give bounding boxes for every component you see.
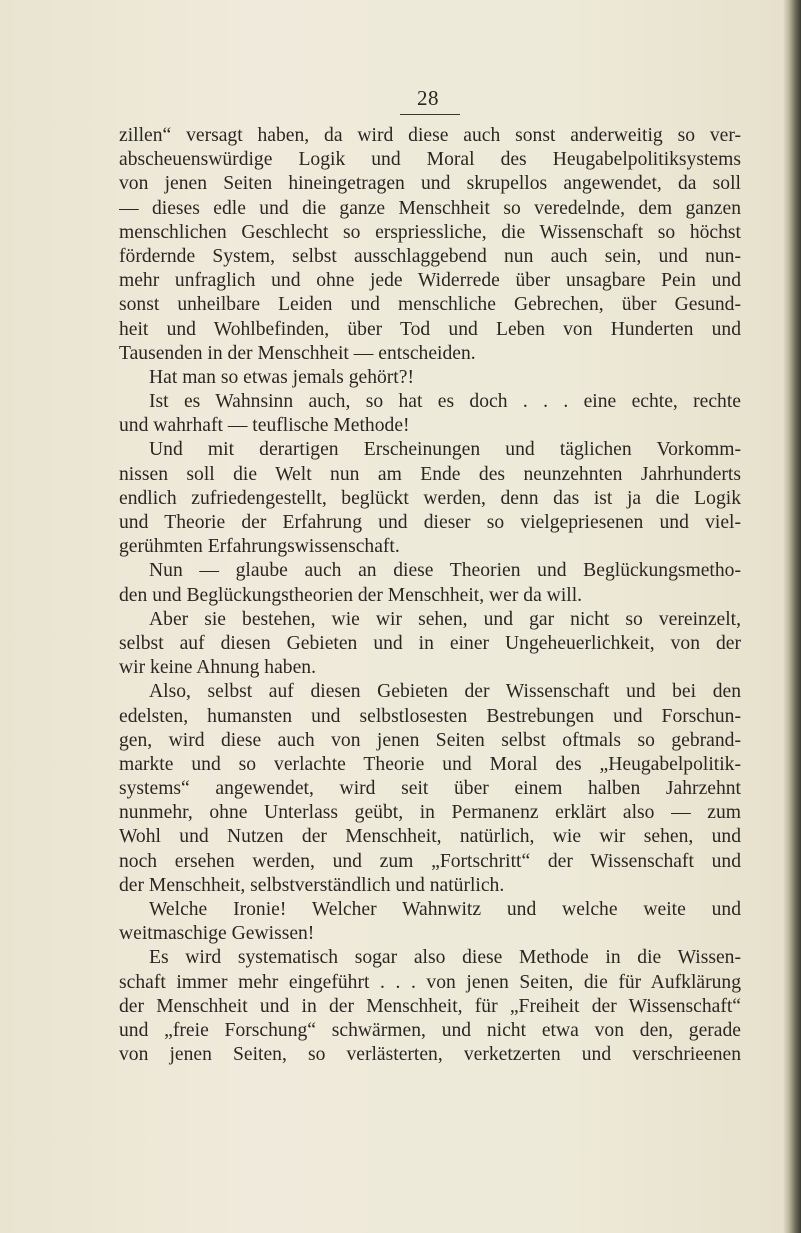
text-line: Ist es Wahnsinn auch, so hat es doch . . . eine echte, rechte xyxy=(149,391,741,413)
text-line: und Theorie der Erfahrung und dieser so vielgepriesenen und viel- xyxy=(119,512,741,533)
text-line: wir keine Ahnung haben. xyxy=(119,657,316,679)
text-line: zillen“ versagt haben, da wird diese auch sonst anderweitig so ver- xyxy=(119,125,741,146)
text-line: abscheuenswürdige Logik und Moral des Heugabelpolitiksystems xyxy=(119,149,741,171)
text-line: gerühmten Erfahrungswissenschaft. xyxy=(119,536,400,558)
text-line: Es wird systematisch sogar also diese Methode in die Wissen- xyxy=(149,947,741,969)
text-line: Welche Ironie! Welcher Wahnwitz und welche weite und xyxy=(149,899,741,920)
text-line: selbst auf diesen Gebieten und in einer Ungeheuerlichkeit, von der xyxy=(119,632,741,654)
text-line: endlich zufriedengestellt, beglückt werden, denn das ist ja die Logik xyxy=(119,487,741,509)
text-line: Also, selbst auf diesen Gebieten der Wissenschaft und bei den xyxy=(149,681,741,703)
text-line: sonst unheilbare Leiden und menschliche Gebrechen, über Gesund- xyxy=(119,294,741,316)
text-line: Nun — glaube auch an diese Theorien und Beglückungsmetho- xyxy=(149,560,741,582)
text-line: systems“ angewendet, wird seit über einem halben Jahrzehnt xyxy=(119,778,741,800)
text-line: von jenen Seiten, so verlästerten, verketzerten und verschrieenen xyxy=(119,1044,741,1066)
text-line: — dieses edle und die ganze Menschheit so veredelnde, dem ganzen xyxy=(119,197,741,219)
text-line: der Menschheit und in der Menschheit, für „Freiheit der Wissenschaft“ xyxy=(119,995,741,1017)
text-line: und „freie Forschung“ schwärmen, und nicht etwa von den, gerade xyxy=(119,1019,741,1041)
text-line: menschlichen Geschlecht so erspriessliche, die Wissenschaft so höchst xyxy=(119,221,741,243)
text-line: Und mit derartigen Erscheinungen und täglichen Vorkomm- xyxy=(149,439,741,461)
body-text xyxy=(119,124,741,1067)
text-line: edelsten, humansten und selbstlosesten Bestrebungen und Forschun- xyxy=(119,705,741,727)
text-line: Aber sie bestehen, wie wir sehen, und gar nicht so vereinzelt, xyxy=(149,608,741,630)
text-line: markte und so verlachte Theorie und Moral des „Heugabelpolitik- xyxy=(119,753,741,775)
text-line: heit und Wohlbefinden, über Tod und Leben von Hunderten und xyxy=(119,318,741,340)
text-line: Tausenden in der Menschheit — entscheiden. xyxy=(119,342,476,364)
text-line: gen, wird diese auch von jenen Seiten selbst oftmals so gebrand- xyxy=(119,729,741,751)
page-number: 28 xyxy=(417,86,439,110)
text-line: und wahrhaft — teuflische Methode! xyxy=(119,415,410,437)
text-line: der Menschheit, selbstverständlich und natürlich. xyxy=(119,874,505,896)
text-line: fördernde System, selbst ausschlaggebend nun auch sein, und nun- xyxy=(119,245,741,267)
text-line: von jenen Seiten hineingetragen und skrupellos angewendet, da soll xyxy=(119,173,741,195)
text-line: schaft immer mehr eingeführt . . . von jenen Seiten, die für Aufklärung xyxy=(119,971,741,993)
text-line: nunmehr, ohne Unterlass geübt, in Permanenz erklärt also — zum xyxy=(119,802,741,824)
page-number-rule xyxy=(400,114,460,115)
text-line: nissen soll die Welt nun am Ende des neunzehnten Jahrhunderts xyxy=(119,463,741,485)
text-line: Wohl und Nutzen der Menschheit, natürlich, wie wir sehen, und xyxy=(119,826,741,848)
text-line: weitmaschige Gewissen! xyxy=(119,923,315,945)
text-line: noch ersehen werden, und zum „Fortschritt“ der Wissenschaft und xyxy=(119,850,741,872)
text-line: den und Beglückungstheorien der Menschheit, wer da will. xyxy=(119,584,583,606)
text-line: mehr unfraglich und ohne jede Widerrede über unsagbare Pein und xyxy=(119,270,741,292)
text-line: Hat man so etwas jemals gehört?! xyxy=(149,366,414,388)
page-edge-shadow xyxy=(783,0,801,1233)
